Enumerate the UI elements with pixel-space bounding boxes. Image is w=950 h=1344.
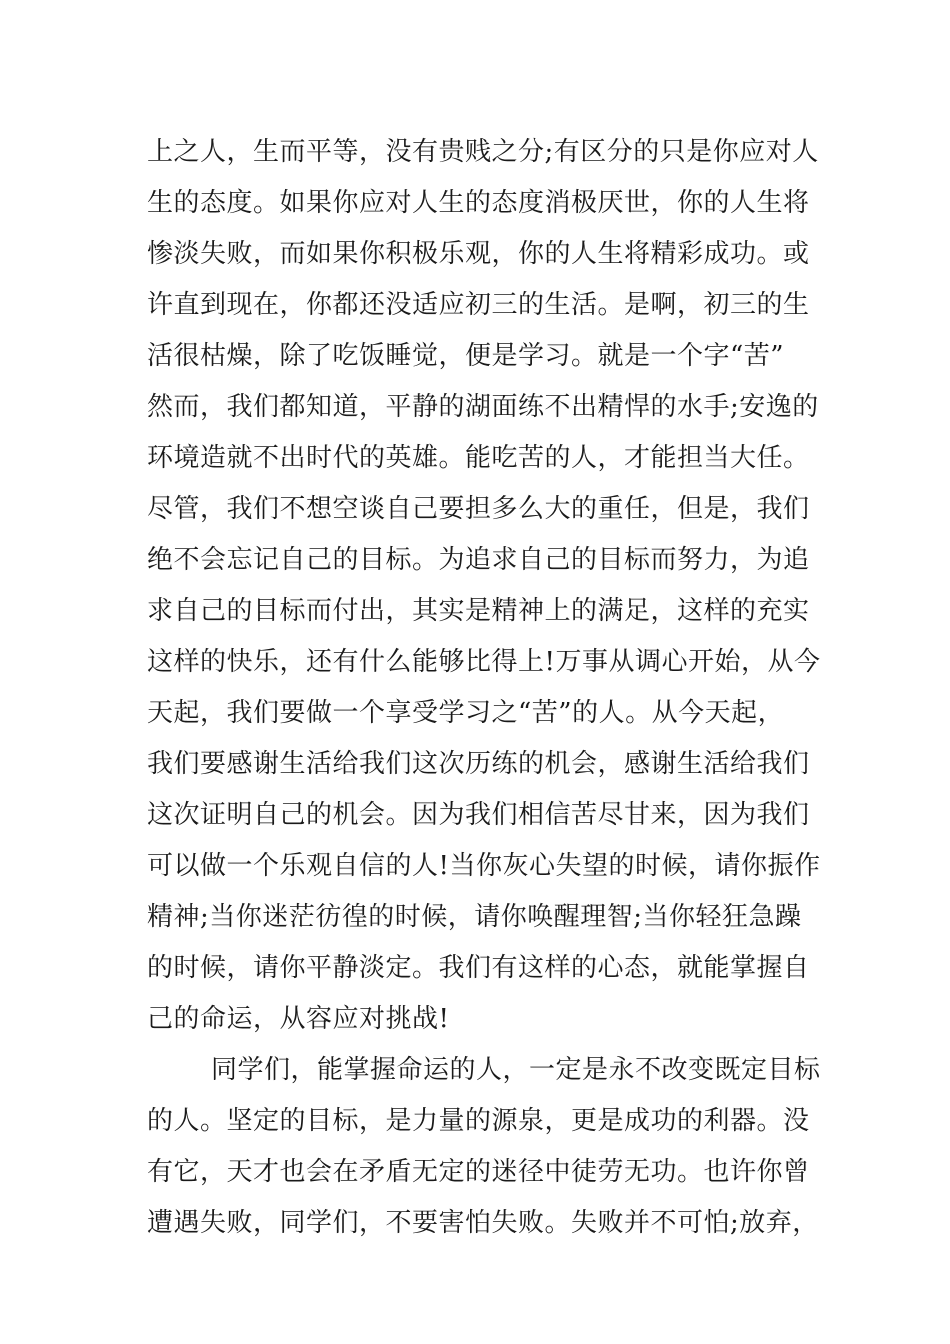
body-text [147,127,821,1249]
text-line: 己的命运，从容应对挑战! [147,1004,450,1034]
text-line: 尽管，我们不想空谈自己要担多么大的重任，但是，我们 [147,494,810,524]
text-line: 我们要感谢生活给我们这次历练的机会，感谢生活给我们 [147,749,810,779]
paragraph-first-line: 同学们，能掌握命运的人，一定是永不改变既定目标 [211,1055,821,1085]
text-line: 的时候，请你平静淡定。我们有这样的心态，就能掌握自 [147,953,810,983]
text-line: 惨淡失败，而如果你积极乐观，你的人生将精彩成功。或 [147,239,810,269]
text-line: 的人。坚定的目标，是力量的源泉，更是成功的利器。没 [147,1106,810,1136]
text-line: 求自己的目标而付出，其实是精神上的满足，这样的充实 [147,596,810,626]
text-line: 然而，我们都知道，平静的湖面练不出精悍的水手;安逸的 [147,392,819,422]
text-line: 生的态度。如果你应对人生的态度消极厌世，你的人生将 [147,188,810,218]
text-line: 遭遇失败，同学们，不要害怕失败。失败并不可怕;放弃， [147,1208,819,1238]
text-line: 上之人，生而平等，没有贵贱之分;有区分的只是你应对人 [147,137,819,167]
text-line: 有它，天才也会在矛盾无定的迷径中徒劳无功。也许你曾 [147,1157,810,1187]
text-line: 环境造就不出时代的英雄。能吃苦的人，才能担当大任。 [147,443,810,473]
text-line: 可以做一个乐观自信的人!当你灰心失望的时候，请你振作 [147,851,821,881]
text-line: 这样的快乐，还有什么能够比得上!万事从调心开始，从今 [147,647,821,677]
text-line: 许直到现在，你都还没适应初三的生活。是啊，初三的生 [147,290,810,320]
text-line: 这次证明自己的机会。因为我们相信苦尽甘来，因为我们 [147,800,810,830]
text-line: 活很枯燥，除了吃饭睡觉，便是学习。就是一个字“苦” [147,341,785,371]
text-line: 绝不会忘记自己的目标。为追求自己的目标而努力，为追 [147,545,810,575]
text-line: 精神;当你迷茫彷徨的时候，请你唤醒理智;当你轻狂急躁 [147,902,802,932]
text-line: 天起，我们要做一个享受学习之“苦”的人。从今天起， [147,698,785,728]
